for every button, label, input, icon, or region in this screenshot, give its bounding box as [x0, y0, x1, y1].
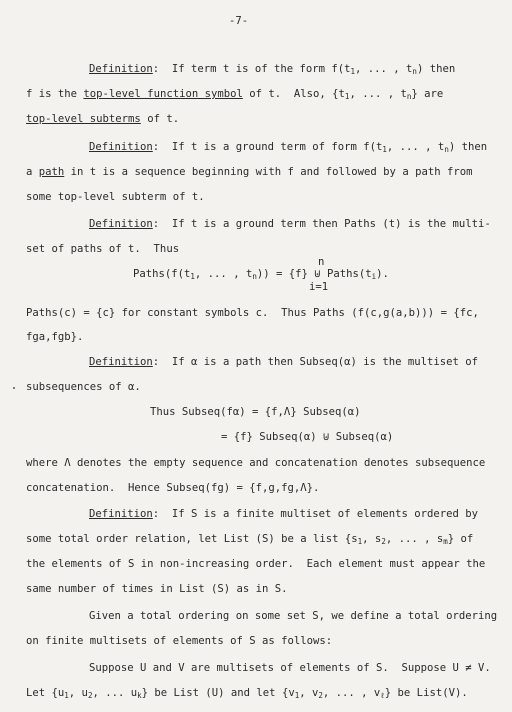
paths-equation: $Paths(f(t_1$, ... , $t_n)) = \{f\}$ ⊎ $Paths(t_i)$.	[133, 268, 389, 281]
definition-3-line-2: set of paths of t. Thus	[26, 243, 180, 255]
paragraph-line-3: Suppose U and V are multisets of elements of S. Suppose U ≠ V.	[89, 662, 491, 674]
definition-1-line-2: f is the top-level function symbol of t. Also, {$t_1$, ... , $t_n$} are	[26, 88, 444, 101]
definition-3-line-5: fga,fgb}.	[26, 331, 84, 343]
paragraph-line-1: Given a total ordering on some set S, we define a total ordering	[89, 610, 498, 622]
term-top-level-function-symbol: top-level function symbol	[83, 88, 243, 100]
definition-2-line-1: Definition: If t is a ground term of form $f(t_1$, ... , $t_n$) then	[89, 141, 488, 154]
paragraph-line-4: Let {$u_1$, $u_2$, ... $u_k$} be List (U) and let {$v_1$, $v_2$, ... , $v_\ell$} be List(V).	[26, 687, 468, 700]
definition-3-line-1: Definition: If t is a ground term then Paths (t) is the multi-	[89, 218, 491, 230]
sum-upper-limit: n	[318, 256, 325, 268]
definition-label: Definition	[89, 141, 153, 153]
sum-lower-limit: i=1	[309, 281, 329, 293]
definition-label: Definition	[89, 218, 153, 230]
definition-label: Definition	[89, 508, 153, 520]
definition-2-line-2: a path in t is a sequence beginning with f and followed by a path from	[26, 166, 473, 178]
definition-1-line-3: top-level subterms of t.	[26, 113, 180, 125]
definition-label: Definition	[89, 356, 153, 368]
term-top-level-subterms: top-level subterms	[26, 113, 141, 125]
definition-5-line-3: the elements of S in non-increasing order. Each element must appear the	[26, 558, 486, 570]
paragraph-line-2: on finite multisets of elements of S as follows:	[26, 635, 333, 647]
margin-mark	[13, 387, 15, 389]
definition-4-line-3: where Λ denotes the empty sequence and concatenation denotes subsequence	[26, 457, 486, 469]
subseq-equation-1: Thus Subseq(fα) = {f,Λ} Subseq(α)	[150, 406, 361, 418]
definition-5-line-2: some total order relation, let List (S) be a list {$s_1$, $s_2$, ... , $s_m$} of	[26, 533, 474, 546]
definition-1-line-1: Definition: If term t is of the form $f(t_1$, ... , $t_n$) then	[89, 63, 456, 76]
definition-2-line-3: some top-level subterm of t.	[26, 191, 205, 203]
definition-3-line-4: Paths(c) = {c} for constant symbols c. Thus Paths (f(c,g(a,b))) = {fc,	[26, 307, 479, 319]
definition-4-line-1: Definition: If α is a path then Subseq(α) is the multiset of	[89, 356, 479, 368]
subseq-equation-2: = {f} Subseq(α) ⊎ Subseq(α)	[221, 431, 394, 443]
definition-4-line-2: subsequences of α.	[26, 381, 141, 393]
page-number: -7-	[229, 15, 249, 27]
definition-5-line-4: same number of times in List (S) as in S.	[26, 583, 288, 595]
definition-4-line-4: concatenation. Hence Subseq(fg) = {f,g,fg,Λ}.	[26, 482, 320, 494]
definition-label: Definition	[89, 63, 153, 75]
definition-5-line-1: Definition: If S is a finite multiset of elements ordered by	[89, 508, 479, 520]
term-path: path	[38, 166, 65, 178]
